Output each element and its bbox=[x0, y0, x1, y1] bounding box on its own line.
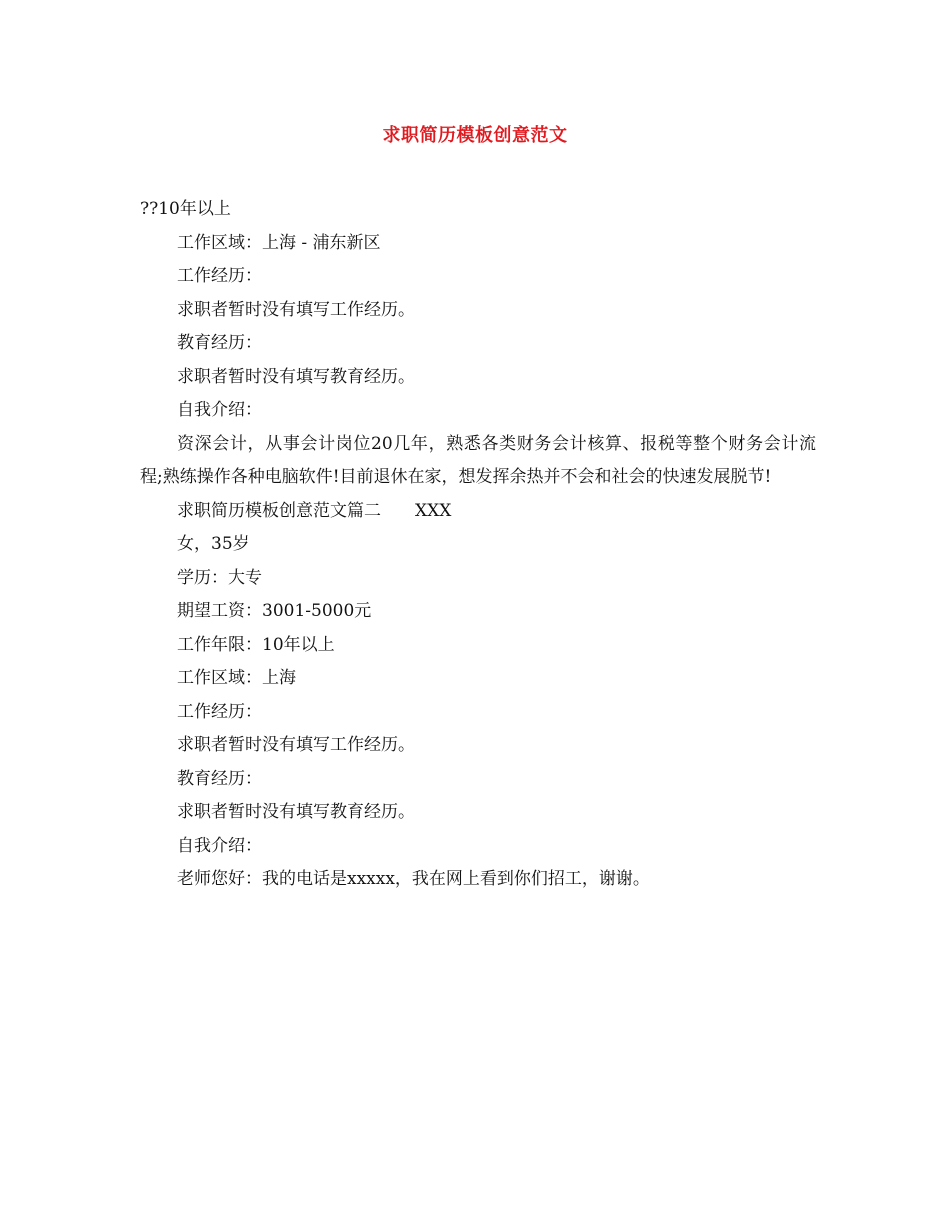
paragraph-work-area-2: 工作区域：上海 bbox=[177, 668, 296, 688]
paragraph-work-years: 工作年限：10年以上 bbox=[177, 634, 335, 655]
paragraph-education-empty-2: 求职者暂时没有填写教育经历。 bbox=[177, 802, 415, 822]
paragraph-work-area: 工作区域：上海 - 浦东新区 bbox=[177, 232, 381, 253]
paragraph-expected-salary: 期望工资：3001-5000元 bbox=[177, 601, 372, 621]
paragraph-gender-age: 女，35岁 bbox=[177, 534, 250, 554]
document-body bbox=[140, 193, 816, 897]
paragraph-section-two-heading: 求职简历模板创意范文篇二 XXX bbox=[177, 500, 452, 521]
paragraph-education-label-2: 教育经历： bbox=[177, 768, 262, 789]
paragraph-self-intro-label-2: 自我介绍： bbox=[177, 835, 262, 856]
paragraph-experience-years: ??10年以上 bbox=[140, 199, 231, 219]
paragraph-self-intro-label: 自我介绍： bbox=[177, 400, 262, 420]
document-title: 求职简历模板创意范文 bbox=[382, 125, 568, 146]
paragraph-education-empty: 求职者暂时没有填写教育经历。 bbox=[177, 366, 415, 387]
paragraph-self-intro-text-2: 老师您好：我的电话是xxxxx，我在网上看到你们招工，谢谢。 bbox=[177, 869, 650, 889]
paragraph-self-intro-text: 资深会计，从事会计岗位20几年，熟悉各类财务会计核算、报税等整个财务会计流程;熟练操作各种电脑软件!目前退休在家，想发挥余热并不会和社会的快速发展脱节! bbox=[140, 433, 816, 487]
paragraph-education-label: 教育经历： bbox=[177, 333, 262, 353]
paragraph-work-history-empty-2: 求职者暂时没有填写工作经历。 bbox=[177, 735, 415, 755]
paragraph-work-history-label-2: 工作经历： bbox=[177, 701, 262, 722]
paragraph-work-history-label: 工作经历： bbox=[177, 266, 262, 286]
paragraph-education-level: 学历：大专 bbox=[177, 567, 262, 588]
paragraph-work-history-empty: 求职者暂时没有填写工作经历。 bbox=[177, 299, 415, 320]
